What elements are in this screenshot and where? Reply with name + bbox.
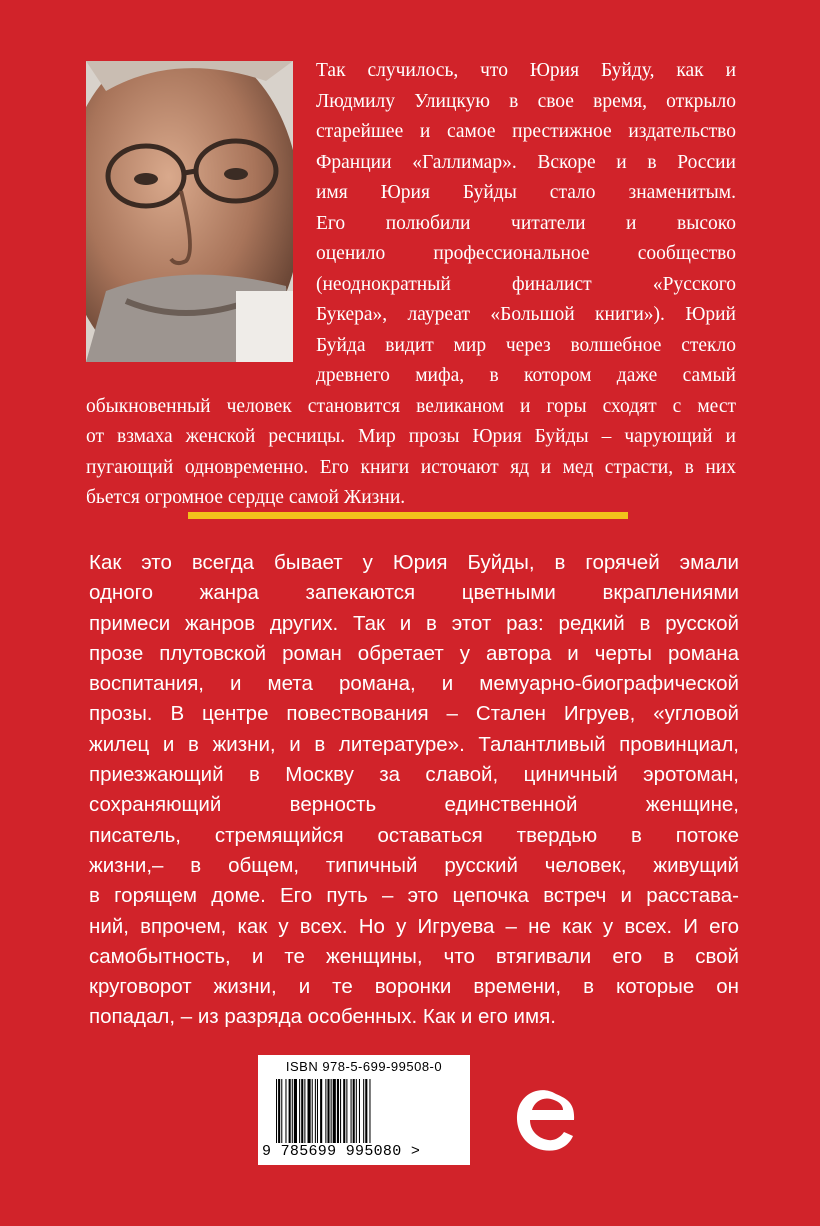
blurb-line: Его полюбили читатели и высоко (316, 212, 736, 234)
blurb-line: Букера», лауреат «Большой книги»). Юрий (316, 304, 736, 325)
barcode-icon (276, 1079, 454, 1143)
blurb-line: бьется огромное сердце самой Жизни. (86, 487, 406, 508)
description-line: воспитания, и мета романа, и мемуарно-биографической (89, 672, 739, 696)
description-line: одного жанра запекаются цветными вкраплениями (89, 581, 739, 605)
description-line: попадал, – из разряда особенных. Как и его имя. (89, 1005, 556, 1029)
description-line: примеси жанров других. Так и в этот раз: редкий в русской (89, 611, 739, 635)
yellow-divider (188, 512, 628, 519)
description-line: жизни,– в общем, типичный русский человек, живущий (89, 853, 739, 877)
author-blurb (86, 56, 736, 514)
description-line: жилец и в жизни, и в литературе». Талантливый провинциал, (89, 732, 739, 756)
description-line: самобытность, и те женщины, что втягивали его в свой (89, 944, 739, 968)
description-line: в горящем доме. Его путь – это цепочка встреч и расстава- (89, 884, 739, 908)
blurb-line: Так случилось, что Юрия Буйду, как и (316, 60, 736, 81)
blurb-line: пугающий одновременно. Его книги источают яд и мед страсти, в них (86, 456, 736, 478)
isbn-text: ISBN 978-5-699-99508-0 (285, 1059, 443, 1074)
blurb-line: старейшее и самое престижное издательство (316, 121, 736, 142)
blurb-line: древнего мифа, в котором даже самый (316, 365, 736, 386)
blurb-line: от взмаха женской ресницы. Мир прозы Юрия Буйды – чарующий и (86, 426, 736, 447)
description-line: ний, впрочем, как у всех. Но у Игруева – не как у всех. И его (89, 914, 739, 938)
blurb-line: оценило профессиональное сообщество (316, 243, 736, 264)
description-line: Как это всегда бывает у Юрия Буйды, в горячей эмали (89, 551, 739, 574)
blurb-line: (неоднократный финалист «Русского (316, 273, 736, 295)
eksmo-logo-icon (510, 1080, 580, 1160)
barcode-digits: 9 785699 995080 > (262, 1143, 421, 1160)
description-line: писатель, стремящийся оставаться твердью в потоке (89, 823, 739, 847)
blurb-line: Франции «Галлимар». Вскоре и в России (316, 151, 736, 173)
blurb-line: Буйда видит мир через волшебное стекло (316, 334, 736, 356)
description-line: круговорот жизни, и те воронки времени, в которые он (89, 975, 739, 999)
description-line: приезжающий в Москву за славой, циничный эротоман, (89, 763, 739, 787)
description-line: прозе плутовской роман обретает у автора и черты романа (89, 641, 739, 665)
barcode-box (258, 1055, 470, 1165)
book-description (89, 548, 739, 1033)
description-line: прозы. В центре повествования – Сталeн Игруев, «угловой (89, 702, 739, 726)
blurb-line: Людмилу Улицкую в свое время, открыло (316, 90, 736, 112)
blurb-line: обыкновенный человек становится великаном и горы сходят с мест (86, 395, 736, 417)
blurb-line: имя Юрия Буйды стало знаменитым. (316, 182, 736, 203)
description-line: сохраняющий верность единственной женщине, (89, 793, 739, 817)
